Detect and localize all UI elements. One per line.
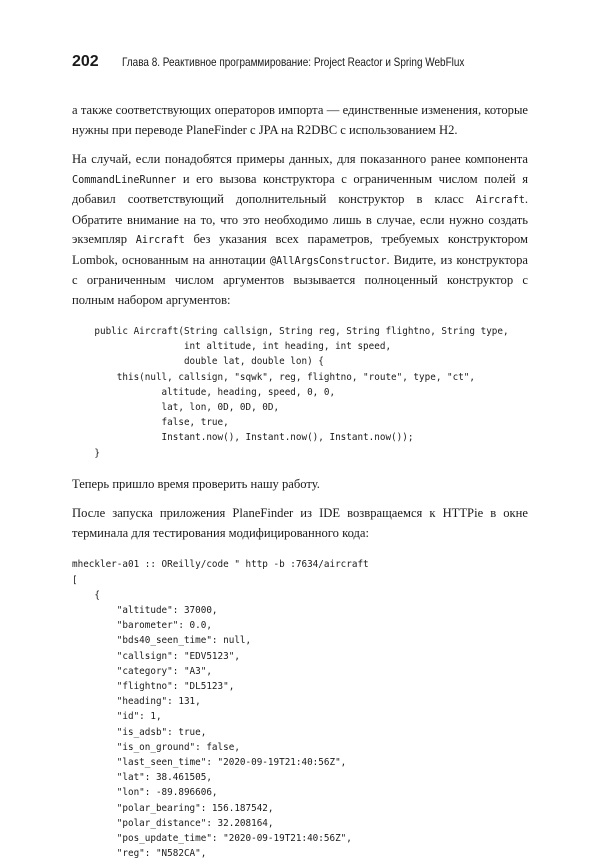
inline-code: CommandLineRunner bbox=[72, 174, 177, 186]
paragraph-httpie bbox=[72, 504, 528, 543]
code-line: lat, lon, 0D, 0D, 0D, bbox=[72, 402, 280, 414]
code-line: "altitude": 37000, bbox=[72, 604, 218, 616]
inline-code: @AllArgsConstructor bbox=[269, 255, 387, 267]
code-line: "polar_bearing": 156.187542, bbox=[72, 802, 274, 814]
code-line: "is_on_ground": false, bbox=[72, 741, 240, 753]
code-line: double lat, double lon) { bbox=[72, 356, 324, 368]
paragraph-text: и его вызова конструктора с ограниченным числом полей я добавил соответствующий дополнительный конструктор в класс bbox=[72, 171, 528, 206]
code-line: "lat": 38.461505, bbox=[72, 772, 212, 784]
code-line: Instant.now(), Instant.now(), Instant.now()); bbox=[72, 432, 414, 444]
page-header bbox=[72, 52, 528, 72]
code-line: "flightno": "DL5123", bbox=[72, 680, 235, 692]
paragraph-text: . Обратите внимание на то, что это необходимо лишь в случае, если нужно создать экземпляр bbox=[72, 192, 528, 246]
code-line: "pos_update_time": "2020-09-19T21:40:56Z", bbox=[72, 832, 352, 844]
page-content bbox=[72, 101, 528, 861]
code-line: "bds40_seen_time": null, bbox=[72, 635, 252, 647]
inline-code: Aircraft bbox=[475, 195, 525, 206]
paragraph-check bbox=[72, 475, 528, 495]
code-line: "is_adsb": true, bbox=[72, 726, 207, 738]
paragraph-text: На случай, если понадобятся примеры данных, для показанного ранее компонента bbox=[72, 152, 528, 166]
code-line: "lon": -89.896606, bbox=[72, 787, 218, 799]
paragraph-text: Теперь пришло время проверить нашу работу. bbox=[72, 476, 320, 491]
code-line: public Aircraft(String callsign, String reg, String flightno, String type, bbox=[72, 326, 509, 337]
paragraph-constructor bbox=[72, 150, 528, 310]
code-line: "heading": 131, bbox=[72, 696, 201, 708]
code-line: mheckler-a01 :: OReilly/code " http -b :7634/aircraft bbox=[72, 559, 369, 571]
code-line: "reg": "N582CA", bbox=[72, 848, 207, 860]
paragraph-text: После запуска приложения PlaneFinder из IDE возвращаемся к HTTPie в окне терминала для тестирования модифицированного кода: bbox=[72, 506, 528, 540]
paragraph-text: без указания всех параметров, требуемых конструктором Lombok, основанным на аннотации bbox=[72, 232, 529, 267]
paragraph-text: . Видите, из конструктора с ограниченным числом аргументов вызывается полноценный конструктор с полным набором аргументов: bbox=[72, 252, 528, 307]
inline-code: Aircraft bbox=[135, 235, 185, 246]
paragraph-intro bbox=[72, 101, 528, 140]
code-line: { bbox=[72, 589, 100, 601]
code-line: int altitude, int heading, int speed, bbox=[72, 341, 392, 353]
code-block-terminal bbox=[72, 557, 528, 861]
code-line: "barometer": 0.0, bbox=[72, 620, 212, 632]
code-line: } bbox=[72, 447, 100, 459]
running-head: Глава 8. Реактивное программирование: Project Reactor и Spring WebFlux bbox=[122, 56, 465, 69]
code-line: "last_seen_time": "2020-09-19T21:40:56Z", bbox=[72, 756, 347, 768]
code-line: "polar_distance": 32.208164, bbox=[72, 817, 274, 829]
code-line: "id": 1, bbox=[72, 711, 162, 723]
code-line: "category": "A3", bbox=[72, 665, 212, 677]
code-line: [ bbox=[72, 574, 78, 586]
code-block-constructor bbox=[72, 324, 528, 461]
code-line: this(null, callsign, "sqwk", reg, flightno, "route", type, "ct", bbox=[72, 371, 475, 383]
code-line: false, true, bbox=[72, 417, 229, 429]
page-number: 202 bbox=[72, 53, 99, 70]
paragraph-text: а также соответствующих операторов импорта — единственные изменения, которые нужны при переводе PlaneFinder с JPA на R2DBC с использованием H2. bbox=[72, 103, 528, 137]
code-line: altitude, heading, speed, 0, 0, bbox=[72, 386, 336, 398]
code-line: "callsign": "EDV5123", bbox=[72, 650, 240, 662]
